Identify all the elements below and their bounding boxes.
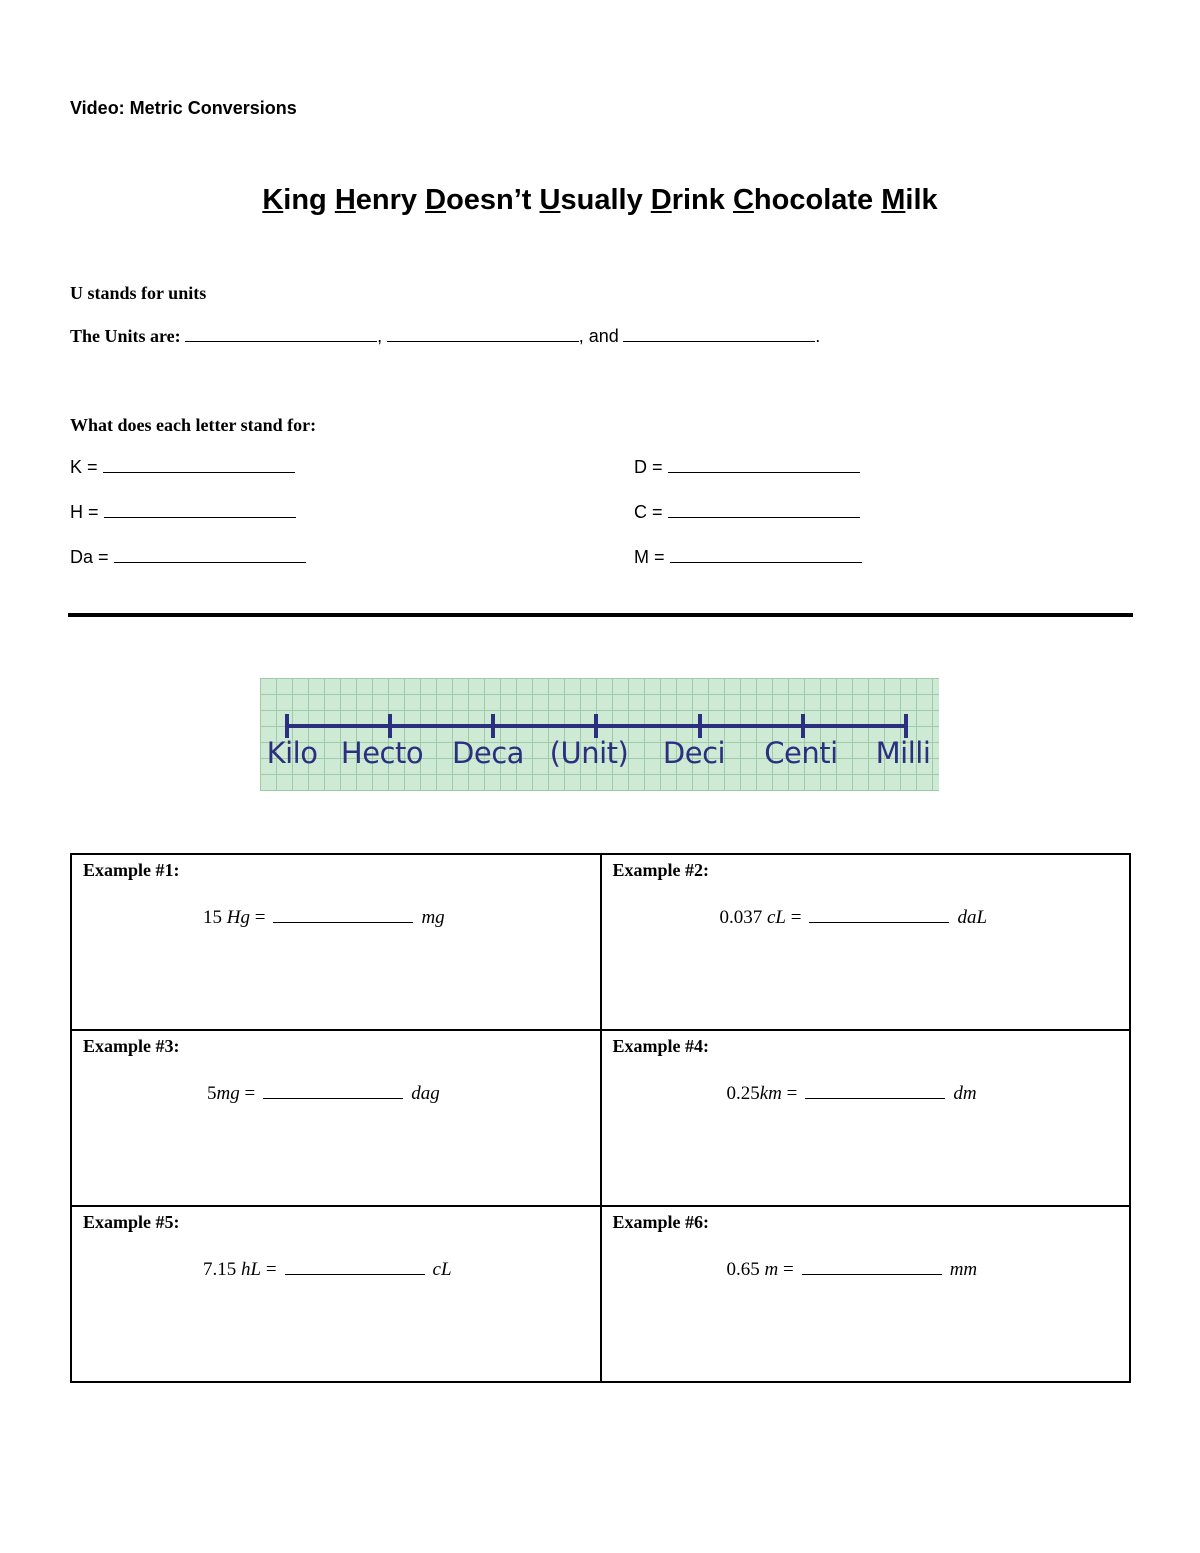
title-word-milk: Milk [881,184,938,216]
example-label: Example #2: [612,860,709,880]
letter-label-k: K = [70,457,98,477]
ruler-label-deci: Deci [662,736,726,770]
example-cell-2 [601,854,1131,1030]
units-end: . [815,326,821,346]
letter-row-c [634,502,860,523]
examples-table [70,853,1131,1383]
ruler-label-kilo: Kilo [266,736,318,770]
letter-blank-k[interactable] [103,458,295,473]
ruler-label-hecto: Hecto [340,736,424,770]
example-label: Example #4: [612,1036,709,1056]
units-line [70,326,820,347]
example-label: Example #3: [83,1036,180,1056]
example-equation: 7.15 hL = cL [203,1259,452,1280]
ruler-label-milli: Milli [875,736,931,770]
title-word-chocolate: Chocolate [732,184,882,216]
answer-blank[interactable] [273,908,413,923]
example-equation: 0.037 cL = daL [719,907,988,928]
examples-row [71,1206,1130,1382]
answer-blank[interactable] [802,1260,942,1275]
letter-row-k [70,457,295,478]
example-cell-6 [601,1206,1131,1382]
examples-row [71,1030,1130,1206]
letter-blank-h[interactable] [104,503,296,518]
units-note: U stands for units [70,283,207,303]
section-divider [68,613,1133,617]
example-label: Example #1: [83,860,180,880]
letter-row-m [634,547,862,568]
page-title [0,184,1200,217]
units-blank-2[interactable] [387,327,579,342]
title-word-drink: Drink [650,184,733,216]
units-sep-1: , [377,326,383,346]
example-equation: 5mg = dag [207,1083,440,1104]
ruler-line-graphic [260,678,939,791]
example-label: Example #5: [83,1212,180,1232]
answer-blank[interactable] [809,908,949,923]
title-word-henry: Henry [334,184,426,216]
letter-label-m: M = [634,547,665,567]
units-blank-1[interactable] [185,327,377,342]
example-cell-1 [71,854,601,1030]
ruler-label-unit: (Unit) [549,736,629,770]
video-header: Video: Metric Conversions [70,98,297,118]
metric-prefix-ruler [260,678,939,791]
letter-row-da [70,547,306,568]
example-cell-4 [601,1030,1131,1206]
examples-row [71,854,1130,1030]
letter-label-c: C = [634,502,663,522]
title-word-doesnt: Doesn’t [425,184,540,216]
letters-prompt: What does each letter stand for: [70,415,317,435]
units-blank-3[interactable] [623,327,815,342]
answer-blank[interactable] [285,1260,425,1275]
letter-label-da: Da = [70,547,109,567]
letter-blank-da[interactable] [114,548,306,563]
ruler-label-centi: Centi [764,736,838,770]
example-equation: 0.65 m = mm [726,1259,978,1280]
answer-blank[interactable] [263,1084,403,1099]
units-line-label: The Units are: [70,326,181,346]
letter-row-h [70,502,296,523]
letter-blank-m[interactable] [670,548,862,563]
example-cell-5 [71,1206,601,1382]
example-equation: 0.25km = dm [726,1083,977,1104]
letter-label-d: D = [634,457,663,477]
title-word-usually: Usually [539,184,651,216]
example-cell-3 [71,1030,601,1206]
letter-blank-d[interactable] [668,458,860,473]
ruler-label-deca: Deca [452,736,524,770]
answer-blank[interactable] [805,1084,945,1099]
letter-row-d [634,457,860,478]
title-word-king: King [262,184,335,216]
units-sep-2: , and [578,326,619,346]
example-label: Example #6: [612,1212,709,1232]
letter-blank-c[interactable] [668,503,860,518]
letter-label-h: H = [70,502,99,522]
example-equation: 15 Hg = mg [203,907,445,928]
